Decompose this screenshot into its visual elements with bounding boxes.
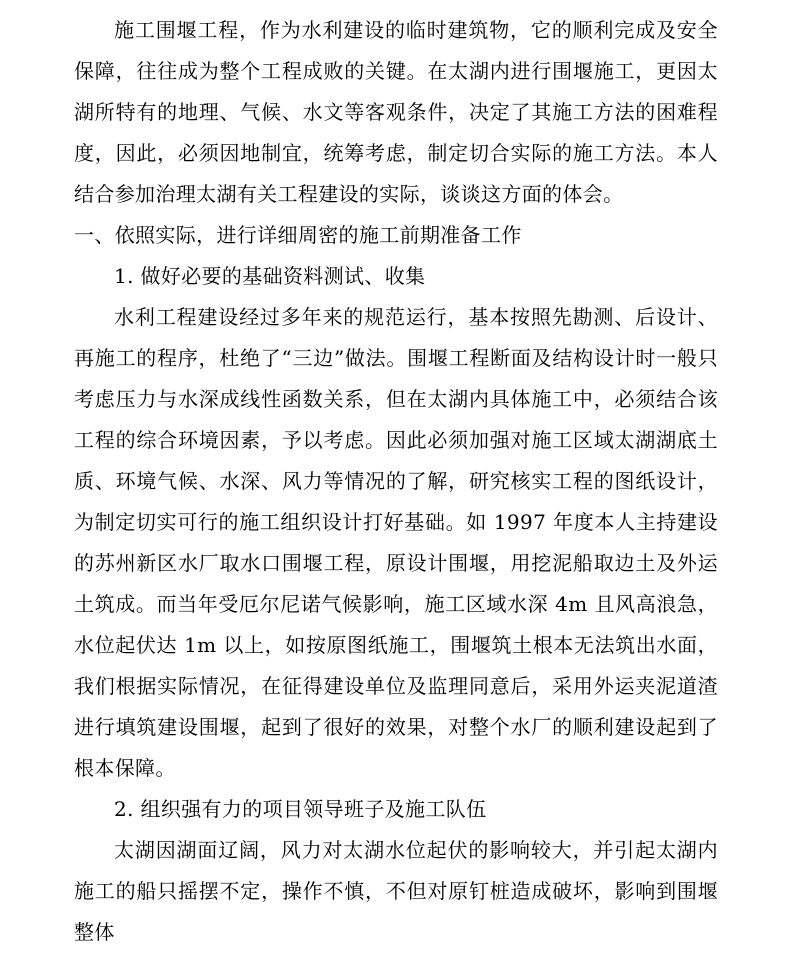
subsection-heading-2: 2. 组织强有力的项目领导班子及施工队伍 <box>114 797 487 821</box>
section-heading-1: 一、依照实际，进行详细周密的施工前期准备工作 <box>74 223 522 247</box>
intro-paragraph: 施工围堰工程，作为水利建设的临时建筑物，它的顺利完成及安全保障，往往成为整个工程成败的关键。在太湖内进行围堰施工，更因太湖所特有的地理、气候、水文等客观条件，决定了其施工方法的困难程度，因此，必须因地制宜，统筹考虑，制定切合实际的施工方法。本人结合参加治理太湖有关工程建设的实际，谈谈这方面的体会。 <box>74 18 718 206</box>
subsection-heading-1: 1. 做好必要的基础资料测试、收集 <box>114 264 426 288</box>
subsection-1-paragraph: 水利工程建设经过多年来的规范运行，基本按照先勘测、后设计、再施工的程序，杜绝了“三边”做法。围堰工程断面及结构设计时一般只考虑压力与水深成线性函数关系，但在太湖内具体施工中，必须结合该工程的综合环境因素，予以考虑。因此必须加强对施工区域太湖湖底土质、环境气候、水深、风力等情况的了解，研究核实工程的图纸设计，为制定切实可行的施工组织设计打好基础。如 1997 年度本人主持建设的苏州新区水厂取水口围堰工程，原设计围堰，用挖泥船取边土及外运土筑成。而当年受厄尔尼诺气候影响，施工区域水深 4m 且风高浪急，水位起伏达 1m 以上，如按原图纸施工，围堰筑土根本无法筑出水面，我们根据实际情况，在征得建设单位及监理同意后，采用外运夹泥道渣进行填筑建设围堰，起到了很好的效果，对整个水厂的顺利建设起到了根本保障。 <box>74 305 718 780</box>
subsection-2-paragraph: 太湖因湖面辽阔，风力对太湖水位起伏的影响较大，并引起太湖内施工的船只摇摆不定，操作不慎，不但对原钉桩造成破坏，影响到围堰整体 <box>74 838 718 944</box>
document-page <box>74 10 718 953</box>
